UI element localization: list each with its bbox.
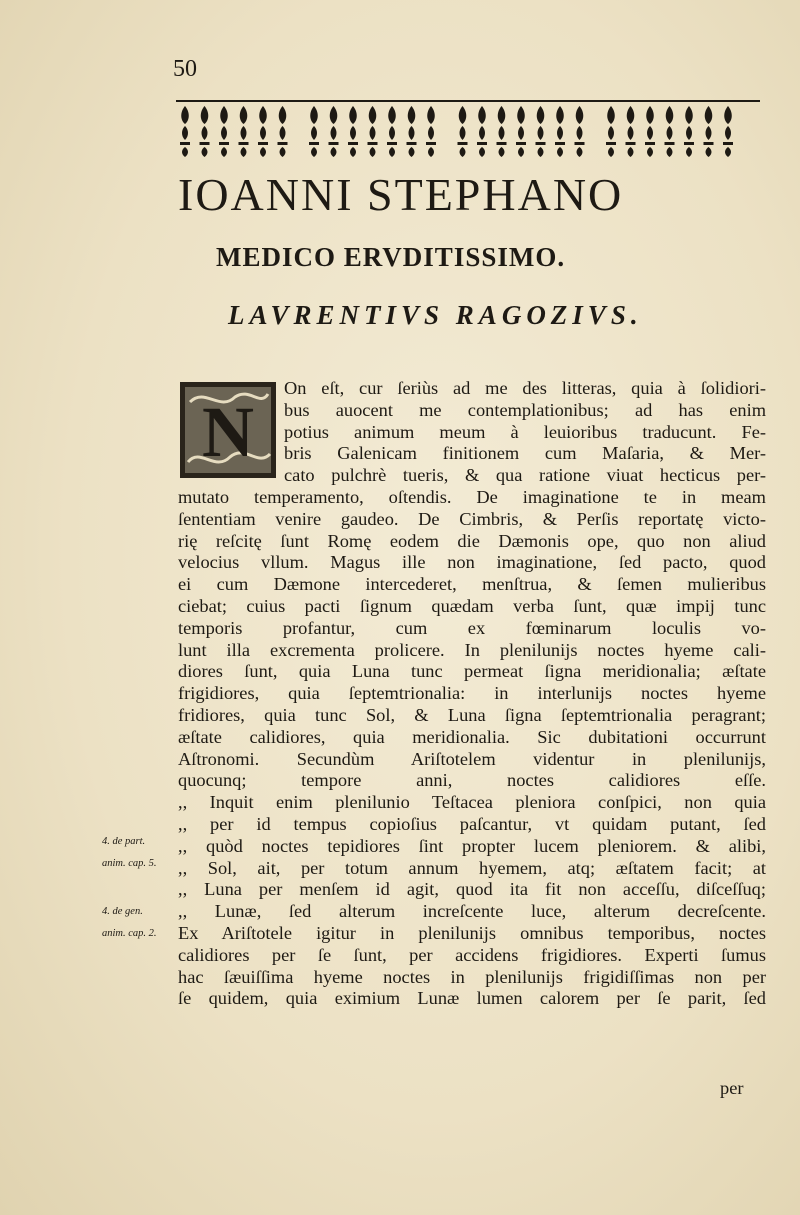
text-line: ,, Luna per menſem id agit, quod ita fit non acceſſu, diſceſſuq; (178, 879, 766, 900)
fleuron-icon (387, 106, 397, 157)
text-line: ſe quidem, quia eximium Lunæ lumen calorem per ſe parit, ſed (178, 988, 766, 1009)
fleuron-icon (684, 106, 694, 157)
text-line: diores ſunt, quia Luna tunc permeat ſigna meridionalia; æſtate (178, 661, 766, 682)
fleuron-icon (536, 106, 546, 157)
fleuron-icon (239, 106, 249, 157)
text-line: hac ſæuiſſima hyeme noctes in plenilunijs frigidiſſimas non per (178, 966, 766, 987)
fleuron-icon (200, 106, 210, 157)
fleuron-icon (458, 106, 468, 157)
fleuron-icon (258, 106, 268, 157)
fleuron-icon (329, 106, 339, 157)
fleuron-icon (626, 106, 636, 157)
text-line: fridiores, quia tunc Sol, & Luna ſigna ſeptemtrionalia peragrant; (178, 704, 766, 725)
text-line: bus auocent me contemplationibus; ad has enim (284, 399, 766, 420)
dedication-title: IOANNI STEPHANO (178, 169, 624, 220)
author-line: LAVRENTIVS RAGOZIVS. (228, 300, 643, 330)
ornament-band-icon (176, 100, 760, 158)
body-text (178, 378, 766, 1010)
text-line: temporis profantur, cum ex fœminarum loculis vo- (178, 617, 766, 638)
fleuron-icon (645, 106, 655, 157)
text-line: ,, Lunæ, ſed alterum increſcente luce, alterum decreſcente. (178, 901, 766, 922)
text-line: quocunq; tempore anni, noctes calidiores eſſe. (178, 770, 766, 791)
text-line: ,, Inquit enim plenilunio Teſtacea pleniora conſpici, non quia (178, 792, 766, 813)
margin-note: anim. cap. 5. (102, 858, 157, 869)
fleuron-icon (407, 106, 417, 157)
catchword: per (720, 1078, 744, 1098)
text-line: Aſtronomi. Secundùm Ariſtotelem videntur in plenilunijs, (178, 748, 766, 769)
fleuron-icon (575, 106, 585, 157)
initial-letter: N (202, 392, 254, 472)
fleuron-icon (368, 106, 378, 157)
fleuron-icon (497, 106, 507, 157)
text-line: æſtate calidiores, quia meridionalia. Sic dubitationi occurrunt (178, 726, 766, 747)
text-line: mutato temperamento, oſtendis. De imaginatione te in meam (178, 486, 766, 507)
text-line: calidiores per ſe ſunt, per accidens frigidiores. Experti ſumus (178, 944, 766, 965)
fleuron-icon (665, 106, 675, 157)
margin-note: anim. cap. 2. (102, 928, 157, 939)
text-line: ,, per id tempus copioſius paſcantur, vt quidam putant, ſed (178, 813, 766, 834)
text-line: potius animum meum à leuioribus traducunt. Fe- (284, 421, 766, 442)
fleuron-icon (219, 106, 229, 157)
text-line: velocius vllum. Magus ille non imaginatione, ſed pacto, quod (178, 552, 766, 573)
text-line: ,, quòd noctes tepidiores ſint propter lucem pleniorem. & alibi, (178, 835, 766, 856)
fleuron-icon (180, 106, 190, 157)
fleuron-icon (606, 106, 616, 157)
fleuron-icon (477, 106, 487, 157)
text-line: rię reſcitę ſunt Romę eodem die Dæmonis ope, quo non aliud (178, 530, 766, 551)
text-line: Ex Ariſtotele igitur in plenilunijs omnibus temporibus, noctes (178, 922, 766, 943)
fleuron-icon (278, 106, 288, 157)
fleuron-icon (704, 106, 714, 157)
text-line: lunt illa excrementa prolicere. In plenilunijs noctes hyeme cali- (178, 639, 766, 660)
text-line: ei cum Dæmone intercederet, menſtrua, & ſemen mulieribus (178, 574, 766, 595)
margin-note: 4. de gen. (102, 906, 143, 917)
text-line: ſententiam venire gaudeo. De Cimbris, & Perſis reportatę victo- (178, 508, 766, 529)
text-line: ,, Sol, ait, per totum annum hyemem, atq; æſtatem facit; at (178, 857, 766, 878)
text-line: bris Galenicam finitionem cum Maſaria, & Mer- (284, 443, 766, 464)
page-number: 50 (173, 56, 197, 82)
text-line: ciebat; cuius pacti ſignum quædam verba ſunt, quæ impij tunc (178, 595, 766, 616)
text-line: On eſt, cur ſeriùs ad me des litteras, quia à ſolidiori- (284, 378, 766, 398)
text-line: frigidiores, quia ſeptemtrionalia: in interlunijs noctes hyeme (178, 683, 766, 704)
fleuron-icon (516, 106, 526, 157)
fleuron-icon (309, 106, 319, 157)
fleuron-icon (426, 106, 436, 157)
fleuron-icon (723, 106, 733, 157)
margin-note: 4. de part. (102, 836, 146, 847)
fleuron-icon (348, 106, 358, 157)
dedication-subtitle: MEDICO ERVDITISSIMO. (216, 242, 566, 272)
text-line: cato pulchrè tueris, & qua ratione viuat hecticus per- (284, 465, 766, 486)
fleuron-icon (555, 106, 565, 157)
